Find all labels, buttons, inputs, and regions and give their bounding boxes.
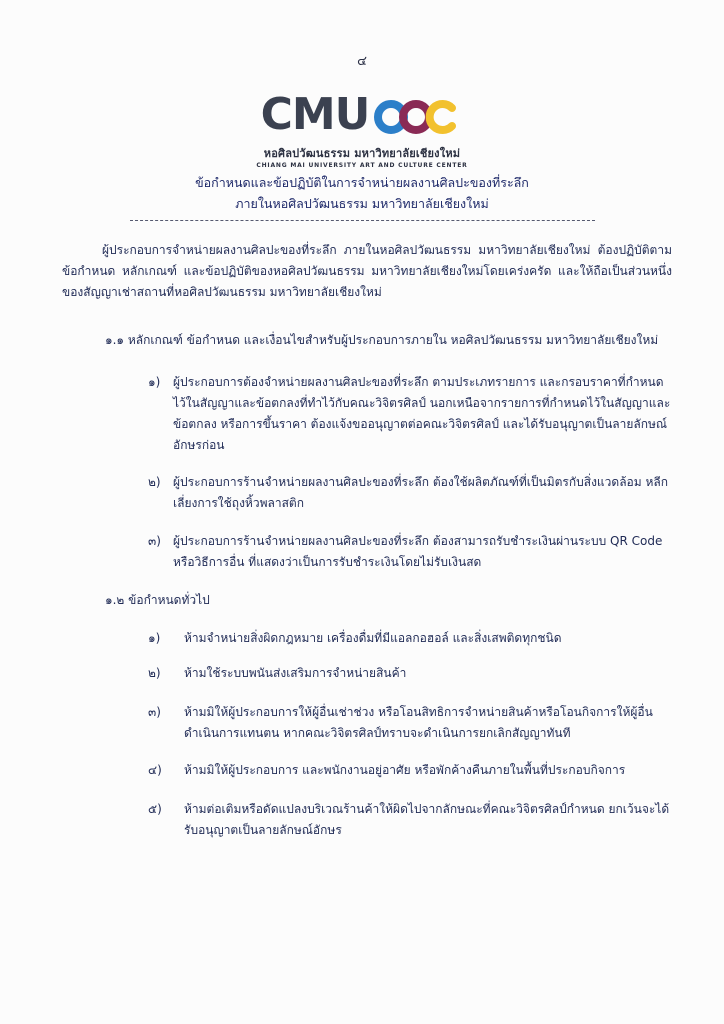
page-number: ๔ bbox=[357, 54, 367, 69]
item-text: ผู้ประกอบการร้านจำหน่ายผลงานศิลปะของที่ระลึก ต้องใช้ผลิตภัณฑ์ที่เป็นมิตรกับสิ่งแวดล้อม หลีกเลี่ยงการใช้ถุงหิ้วพลาสติก bbox=[173, 475, 669, 510]
section-1-2-item-2 bbox=[148, 663, 673, 684]
item-text: ห้ามต่อเติมหรือดัดแปลงบริเวณร้านค้าให้ผิดไปจากลักษณะที่คณะวิจิตรศิลป์กำหนด ยกเว้นจะได้รับอนุญาตเป็นลายลักษณ์อักษร bbox=[184, 802, 670, 837]
section-1-2-item-5 bbox=[148, 799, 673, 841]
logo-row bbox=[261, 90, 464, 140]
logo-rings-icon bbox=[371, 92, 463, 138]
logo-ring-maroon bbox=[403, 104, 429, 130]
item-number: ๕) bbox=[148, 802, 162, 816]
item-number: ๑) bbox=[148, 375, 161, 389]
item-number: ๔) bbox=[148, 763, 162, 777]
section-1-1-item-1 bbox=[148, 372, 673, 456]
section-1-2-heading: ๑.๒ ข้อกำหนดทั่วไป bbox=[105, 593, 210, 607]
logo-thai-name: หอศิลปวัฒนธรรม มหาวิทยาลัยเชียงใหม่ bbox=[263, 147, 461, 160]
title-line-2: ภายในหอศิลปวัฒนธรรม มหาวิทยาลัยเชียงใหม่ bbox=[235, 196, 489, 211]
item-number: ๓) bbox=[148, 534, 161, 548]
logo-english-name: CHIANG MAI UNIVERSITY ART AND CULTURE CENTER bbox=[256, 162, 468, 169]
section-1-1-heading: ๑.๑ หลักเกณฑ์ ข้อกำหนด และเงื่อนไขสำหรับผู้ประกอบการภายใน หอศิลปวัฒนธรรม มหาวิทยาลัยเชียงใหม่ bbox=[105, 333, 659, 347]
item-number: ๓) bbox=[148, 705, 161, 719]
logo-ring-yellow bbox=[430, 104, 452, 130]
section-1-2-item-3 bbox=[148, 702, 673, 744]
item-text: ผู้ประกอบการต้องจำหน่ายผลงานศิลปะของที่ระลึก ตามประเภทรายการ และกรอบราคาที่กำหนดไว้ในสัญญาและข้อตกลงที่ทำไว้กับคณะวิจิตรศิลป์ นอกเหนือจากรายการที่กำหนดไว้ในสัญญาและข้อตกลง หรือการขึ้นราคา ต้องแจ้งขออนุญาตต่อคณะวิจิตรศิลป์ และได้รับอนุญาตเป็นลายลักษณ์อักษรก่อน bbox=[173, 375, 671, 452]
document-title bbox=[0, 172, 724, 214]
item-text: ผู้ประกอบการร้านจำหน่ายผลงานศิลปะของที่ระลึก ต้องสามารถรับชำระเงินผ่านระบบ QR Code หรือวิธีการอื่น ที่แสดงว่าเป็นการรับชำระเงินโดยไม่รับเงินสด bbox=[173, 534, 663, 569]
item-number: ๒) bbox=[148, 475, 161, 489]
item-text: ห้ามมิให้ผู้ประกอบการให้ผู้อื่นเช่าช่วง หรือโอนสิทธิการจำหน่ายสินค้าหรือโอนกิจการให้ผู้อื่นดำเนินการแทนตน หากคณะวิจิตรศิลป์ทราบจะดำเนินการยกเลิกสัญญาทันที bbox=[184, 705, 653, 740]
section-1-1-item-2 bbox=[148, 472, 673, 514]
item-number: ๑) bbox=[148, 631, 161, 645]
section-1-2-item-4 bbox=[148, 760, 673, 781]
section-1-2-item-1 bbox=[148, 628, 673, 649]
title-line-1: ข้อกำหนดและข้อปฏิบัติในการจำหน่ายผลงานศิลปะของที่ระลึก bbox=[195, 175, 529, 190]
logo-wordmark: CMU bbox=[260, 89, 370, 140]
item-text: ห้ามมิให้ผู้ประกอบการ และพนักงานอยู่อาศัย หรือพักค้างคืนภายในพื้นที่ประกอบกิจการ bbox=[184, 763, 626, 777]
title-divider bbox=[130, 220, 595, 221]
intro-paragraph: ผู้ประกอบการจำหน่ายผลงานศิลปะของที่ระลึก ภายในหอศิลปวัฒนธรรม มหาวิทยาลัยเชียงใหม่ ต้องปฏิบัติตามข้อกำหนด หลักเกณฑ์ และข้อปฏิบัติของหอศิลปวัฒนธรรม มหาวิทยาลัยเชียงใหม่โดยเคร่งครัด และให้ถือเป็นส่วนหนึ่งของสัญญาเช่าสถานที่หอศิลปวัฒนธรรม มหาวิทยาลัยเชียงใหม่ bbox=[62, 243, 672, 299]
item-text: ห้ามใช้ระบบพนันส่งเสริมการจำหน่ายสินค้า bbox=[184, 666, 407, 680]
item-text: ห้ามจำหน่ายสิ่งผิดกฎหมาย เครื่องดื่มที่มีแอลกอฮอล์ และสิ่งเสพติดทุกชนิด bbox=[184, 631, 562, 645]
section-1-1-item-3 bbox=[148, 531, 673, 573]
cmu-art-center-logo bbox=[0, 90, 724, 169]
item-number: ๒) bbox=[148, 666, 161, 680]
